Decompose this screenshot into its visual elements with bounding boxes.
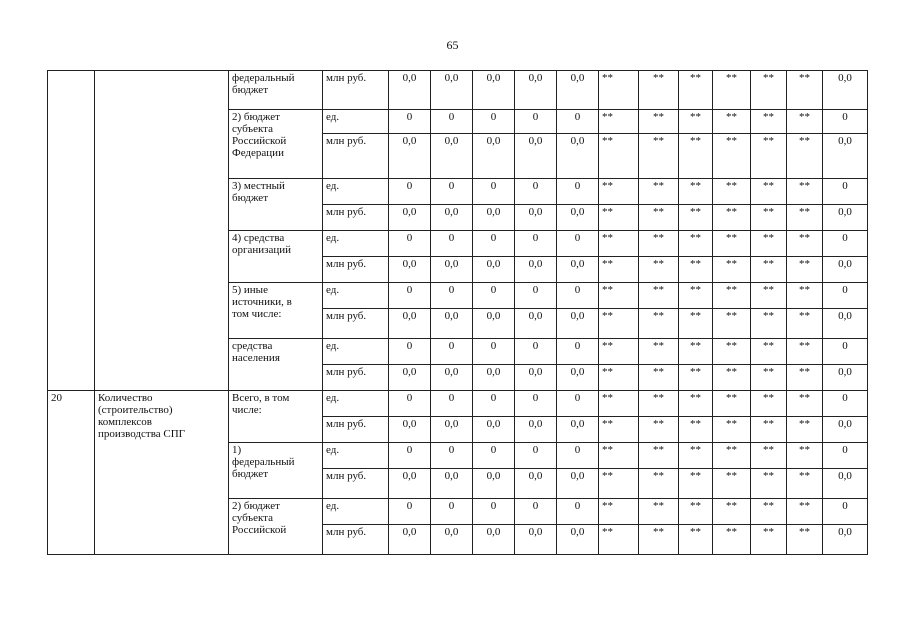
value-cell: 0,0 [389,309,431,339]
value-cell: 0,0 [557,71,599,110]
asterisk-cell: ** [787,205,823,231]
value-cell: 0,0 [557,365,599,391]
asterisk-cell: ** [599,499,639,525]
table-body [48,71,868,555]
value-cell: 0 [389,499,431,525]
value-cell: 0,0 [473,365,515,391]
value-cell: 0,0 [431,469,473,499]
value-cell: 0,0 [431,71,473,110]
asterisk-cell: ** [679,499,713,525]
value-cell: 0 [515,391,557,417]
asterisk-cell: ** [599,231,639,257]
value-cell: 0,0 [515,365,557,391]
asterisk-cell: ** [679,443,713,469]
row-number-cell [48,71,95,391]
value-cell: 0,0 [389,134,431,179]
unit-cell: млн руб. [323,71,389,110]
asterisk-cell: ** [639,365,679,391]
value-cell: 0,0 [473,134,515,179]
total-cell: 0,0 [823,309,868,339]
asterisk-cell: ** [599,443,639,469]
asterisk-cell: ** [639,525,679,555]
value-cell: 0,0 [431,257,473,283]
value-cell: 0 [389,231,431,257]
asterisk-cell: ** [787,469,823,499]
funding-source-cell: 5) иные источники, в том числе: [229,283,323,339]
value-cell: 0 [431,283,473,309]
value-cell: 0 [431,391,473,417]
funding-source-cell: Всего, в том числе: [229,391,323,443]
asterisk-cell: ** [639,499,679,525]
asterisk-cell: ** [751,391,787,417]
asterisk-cell: ** [679,134,713,179]
asterisk-cell: ** [713,309,751,339]
asterisk-cell: ** [679,110,713,134]
total-cell: 0,0 [823,71,868,110]
value-cell: 0 [557,339,599,365]
value-cell: 0,0 [473,309,515,339]
asterisk-cell: ** [599,283,639,309]
asterisk-cell: ** [787,283,823,309]
total-cell: 0 [823,283,868,309]
value-cell: 0 [515,283,557,309]
asterisk-cell: ** [639,179,679,205]
asterisk-cell: ** [713,469,751,499]
funding-source-cell: 2) бюджет субъекта Российской [229,499,323,555]
asterisk-cell: ** [639,134,679,179]
value-cell: 0 [431,339,473,365]
unit-cell: млн руб. [323,525,389,555]
asterisk-cell: ** [639,309,679,339]
asterisk-cell: ** [679,525,713,555]
asterisk-cell: ** [751,71,787,110]
unit-cell: ед. [323,283,389,309]
unit-cell: млн руб. [323,205,389,231]
value-cell: 0,0 [473,417,515,443]
asterisk-cell: ** [751,110,787,134]
asterisk-cell: ** [787,525,823,555]
unit-cell: млн руб. [323,309,389,339]
funding-source-cell: 1) федеральный бюджет [229,443,323,499]
value-cell: 0 [557,110,599,134]
value-cell: 0 [473,499,515,525]
asterisk-cell: ** [599,257,639,283]
value-cell: 0 [557,231,599,257]
asterisk-cell: ** [639,469,679,499]
asterisk-cell: ** [751,134,787,179]
asterisk-cell: ** [751,365,787,391]
value-cell: 0,0 [557,525,599,555]
unit-cell: ед. [323,443,389,469]
asterisk-cell: ** [599,110,639,134]
total-cell: 0 [823,110,868,134]
value-cell: 0 [473,391,515,417]
asterisk-cell: ** [639,257,679,283]
value-cell: 0,0 [515,134,557,179]
asterisk-cell: ** [751,179,787,205]
unit-cell: ед. [323,391,389,417]
asterisk-cell: ** [639,443,679,469]
asterisk-cell: ** [713,525,751,555]
asterisk-cell: ** [639,110,679,134]
asterisk-cell: ** [787,365,823,391]
row-number-cell: 20 [48,391,95,555]
asterisk-cell: ** [787,339,823,365]
asterisk-cell: ** [713,134,751,179]
value-cell: 0,0 [389,525,431,555]
value-cell: 0 [431,231,473,257]
asterisk-cell: ** [787,257,823,283]
value-cell: 0,0 [557,417,599,443]
value-cell: 0,0 [557,469,599,499]
asterisk-cell: ** [713,499,751,525]
table-row [48,71,868,110]
total-cell: 0 [823,339,868,365]
indicator-name-cell: Количество (строительство) комплексов производства СПГ [95,391,229,555]
asterisk-cell: ** [751,525,787,555]
value-cell: 0,0 [389,417,431,443]
unit-cell: млн руб. [323,257,389,283]
value-cell: 0,0 [431,205,473,231]
asterisk-cell: ** [787,499,823,525]
value-cell: 0 [557,283,599,309]
total-cell: 0,0 [823,257,868,283]
value-cell: 0,0 [557,205,599,231]
total-cell: 0 [823,179,868,205]
funding-source-cell: 3) местный бюджет [229,179,323,231]
value-cell: 0,0 [515,309,557,339]
asterisk-cell: ** [639,391,679,417]
value-cell: 0,0 [515,469,557,499]
unit-cell: млн руб. [323,365,389,391]
value-cell: 0 [515,339,557,365]
table-row [48,391,868,417]
asterisk-cell: ** [599,469,639,499]
value-cell: 0 [389,283,431,309]
asterisk-cell: ** [787,391,823,417]
value-cell: 0,0 [515,71,557,110]
value-cell: 0 [431,179,473,205]
asterisk-cell: ** [639,231,679,257]
total-cell: 0,0 [823,365,868,391]
value-cell: 0 [515,110,557,134]
asterisk-cell: ** [787,443,823,469]
indicator-name-cell [95,71,229,391]
unit-cell: ед. [323,499,389,525]
asterisk-cell: ** [639,71,679,110]
value-cell: 0 [473,443,515,469]
value-cell: 0 [557,391,599,417]
value-cell: 0,0 [473,205,515,231]
asterisk-cell: ** [751,205,787,231]
value-cell: 0 [557,179,599,205]
value-cell: 0,0 [431,525,473,555]
asterisk-cell: ** [751,499,787,525]
total-cell: 0,0 [823,134,868,179]
value-cell: 0 [515,443,557,469]
unit-cell: ед. [323,231,389,257]
value-cell: 0,0 [431,134,473,179]
asterisk-cell: ** [639,339,679,365]
asterisk-cell: ** [751,283,787,309]
asterisk-cell: ** [679,231,713,257]
asterisk-cell: ** [599,339,639,365]
value-cell: 0,0 [557,257,599,283]
value-cell: 0 [431,110,473,134]
asterisk-cell: ** [713,71,751,110]
value-cell: 0 [389,391,431,417]
asterisk-cell: ** [751,417,787,443]
asterisk-cell: ** [751,257,787,283]
asterisk-cell: ** [679,365,713,391]
value-cell: 0 [431,499,473,525]
asterisk-cell: ** [599,205,639,231]
asterisk-cell: ** [713,110,751,134]
asterisk-cell: ** [713,391,751,417]
value-cell: 0,0 [473,71,515,110]
asterisk-cell: ** [751,231,787,257]
value-cell: 0 [557,499,599,525]
asterisk-cell: ** [787,110,823,134]
value-cell: 0,0 [515,417,557,443]
value-cell: 0 [557,443,599,469]
asterisk-cell: ** [679,257,713,283]
asterisk-cell: ** [787,309,823,339]
asterisk-cell: ** [787,179,823,205]
value-cell: 0 [473,179,515,205]
asterisk-cell: ** [713,257,751,283]
asterisk-cell: ** [679,391,713,417]
asterisk-cell: ** [599,417,639,443]
funding-source-cell: 2) бюджет субъекта Российской Федерации [229,110,323,179]
funding-source-cell: 4) средства организаций [229,231,323,283]
asterisk-cell: ** [639,283,679,309]
value-cell: 0 [389,110,431,134]
value-cell: 0,0 [389,257,431,283]
asterisk-cell: ** [713,443,751,469]
value-cell: 0 [389,179,431,205]
asterisk-cell: ** [713,231,751,257]
total-cell: 0,0 [823,469,868,499]
value-cell: 0,0 [557,309,599,339]
asterisk-cell: ** [599,179,639,205]
value-cell: 0,0 [557,134,599,179]
asterisk-cell: ** [679,205,713,231]
value-cell: 0 [515,179,557,205]
value-cell: 0 [473,283,515,309]
asterisk-cell: ** [599,525,639,555]
funding-source-cell: средства населения [229,339,323,391]
unit-cell: млн руб. [323,134,389,179]
asterisk-cell: ** [787,231,823,257]
asterisk-cell: ** [639,417,679,443]
total-cell: 0 [823,231,868,257]
asterisk-cell: ** [599,309,639,339]
value-cell: 0,0 [389,205,431,231]
value-cell: 0,0 [515,257,557,283]
total-cell: 0 [823,391,868,417]
asterisk-cell: ** [713,417,751,443]
value-cell: 0,0 [431,365,473,391]
asterisk-cell: ** [599,71,639,110]
value-cell: 0,0 [431,309,473,339]
asterisk-cell: ** [679,283,713,309]
total-cell: 0,0 [823,525,868,555]
value-cell: 0,0 [473,525,515,555]
asterisk-cell: ** [713,365,751,391]
value-cell: 0,0 [473,469,515,499]
asterisk-cell: ** [679,339,713,365]
asterisk-cell: ** [679,309,713,339]
asterisk-cell: ** [679,417,713,443]
asterisk-cell: ** [599,365,639,391]
asterisk-cell: ** [751,339,787,365]
total-cell: 0 [823,499,868,525]
total-cell: 0,0 [823,417,868,443]
page-number: 65 [446,38,459,52]
unit-cell: млн руб. [323,469,389,499]
value-cell: 0,0 [389,365,431,391]
asterisk-cell: ** [639,205,679,231]
value-cell: 0 [473,110,515,134]
unit-cell: млн руб. [323,417,389,443]
value-cell: 0 [473,231,515,257]
value-cell: 0 [515,499,557,525]
funding-table [47,70,868,555]
value-cell: 0 [515,231,557,257]
asterisk-cell: ** [599,391,639,417]
asterisk-cell: ** [679,179,713,205]
funding-source-cell: федеральный бюджет [229,71,323,110]
asterisk-cell: ** [787,417,823,443]
asterisk-cell: ** [713,179,751,205]
value-cell: 0 [473,339,515,365]
asterisk-cell: ** [751,309,787,339]
unit-cell: ед. [323,339,389,365]
asterisk-cell: ** [679,71,713,110]
value-cell: 0 [389,339,431,365]
asterisk-cell: ** [787,134,823,179]
unit-cell: ед. [323,110,389,134]
value-cell: 0 [431,443,473,469]
asterisk-cell: ** [713,205,751,231]
value-cell: 0,0 [389,71,431,110]
total-cell: 0 [823,443,868,469]
asterisk-cell: ** [713,339,751,365]
value-cell: 0,0 [515,205,557,231]
asterisk-cell: ** [751,469,787,499]
asterisk-cell: ** [713,283,751,309]
value-cell: 0,0 [389,469,431,499]
asterisk-cell: ** [599,134,639,179]
total-cell: 0,0 [823,205,868,231]
value-cell: 0,0 [515,525,557,555]
asterisk-cell: ** [679,469,713,499]
asterisk-cell: ** [751,443,787,469]
value-cell: 0 [389,443,431,469]
value-cell: 0,0 [431,417,473,443]
asterisk-cell: ** [787,71,823,110]
value-cell: 0,0 [473,257,515,283]
unit-cell: ед. [323,179,389,205]
